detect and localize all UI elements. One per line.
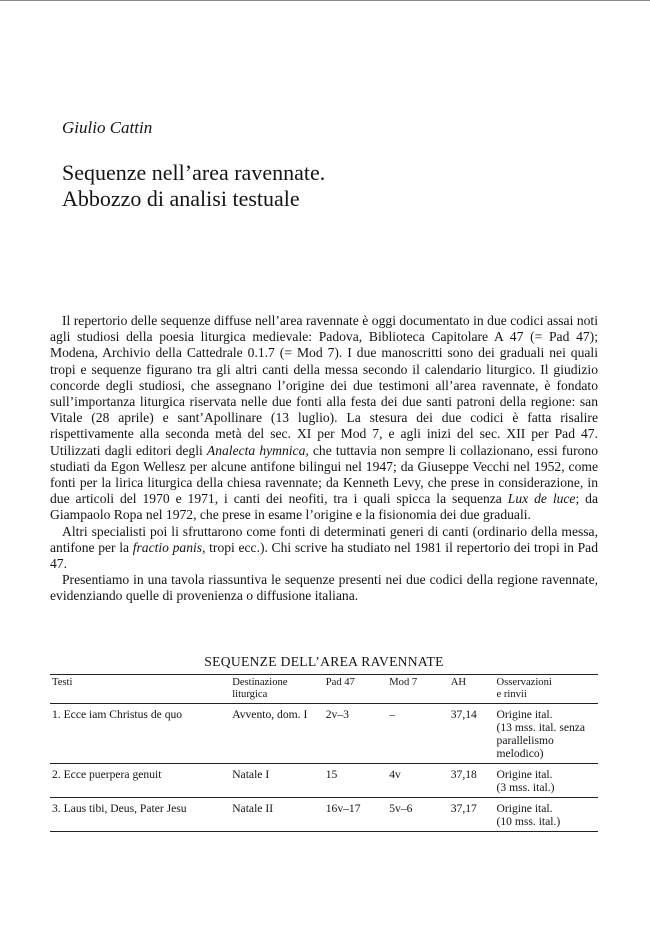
text-run: Altri specialisti poi li sfruttarono come fonti di determinati generi di canti (ordinario della messa, antifone per la (50, 523, 598, 555)
table-row (50, 798, 598, 832)
text-run: Presentiamo in una tavola riassuntiva le sequenze presenti nei due codici della regione ravennate, evidenziando quelle di provenienza o diffusione italiana. (50, 572, 598, 604)
cell-testo: 2. Ecce puerpera genuit (50, 764, 230, 798)
cell-osservazioni: Origine ital. (13 mss. ital. senza parallelismo melodico) (495, 704, 598, 764)
header-ah: AH (449, 675, 495, 704)
article-body (50, 313, 598, 605)
author-name: Giulio Cattin (62, 118, 153, 137)
table-caption: SEQUENZE DELL’AREA RAVENNATE (204, 654, 444, 669)
cell-pad47: 15 (324, 764, 388, 798)
text-run: Il repertorio delle sequenze diffuse nell’area ravennate è oggi documentato in due codici assai noti agli studiosi della poesia liturgica medievale: Padova, Biblioteca Capitolare A 47 (= Pad 47); Modena, Archivio della Cattedrale 0.1.7 (= Mod 7). I due manoscritti sono dei graduali nei quali tropi e sequenze figurano tra gli altri canti della messa secondo il calendario liturgico. Il giudizio concorde degli studiosi, che assegnano l’origine dei due testimoni all’area ravennate, è fondato sull’importanza liturgica riservata nelle due fonti alla festa dei due santi patroni della regione: san Vitale (28 aprile) e sant’Apollinare (13 luglio). La stesura dei due codici è fatta risalire rispettivamente alla seconda metà del sec. XI per Mod 7, e agli inizi del sec. XII per Pad 47. Utilizzati dagli editori degli (50, 313, 598, 458)
table-row (50, 764, 598, 798)
cell-mod7: – (387, 704, 449, 764)
text-run: , tropi ecc.). Chi scrive ha studiato nel 1981 il repertorio dei tropi in Pad 47. (50, 539, 599, 572)
table-header-row (50, 675, 598, 704)
cell-osservazioni: Origine ital. (10 mss. ital.) (495, 798, 598, 832)
header-mod7: Mod 7 (387, 675, 449, 704)
cell-destinazione: Avvento, dom. I (230, 704, 324, 764)
header-destinazione: Destinazione liturgica (230, 675, 324, 704)
top-rule (0, 0, 650, 1)
cell-testo: 3. Laus tibi, Deus, Pater Jesu (50, 798, 230, 832)
cell-ah: 37,17 (449, 798, 495, 832)
cell-mod7: 4v (387, 764, 449, 798)
cell-destinazione: Natale I (230, 764, 324, 798)
article-title (62, 160, 325, 212)
cell-testo: 1. Ecce iam Christus de quo (50, 704, 230, 764)
header-pad47: Pad 47 (324, 675, 388, 704)
cell-destinazione: Natale II (230, 798, 324, 832)
title-line-1: Sequenze nell’area ravennate. (62, 160, 326, 185)
cell-osservazioni: Origine ital. (3 mss. ital.) (495, 764, 598, 798)
text-run-italic: Analecta hymnica, (206, 442, 309, 458)
cell-pad47: 16v–17 (324, 798, 388, 832)
text-run: ; da Giampaolo Ropa nel 1972, che prese in esame l’origine e la fisionomia dei due graduali. (50, 491, 598, 523)
sequences-table (50, 674, 598, 832)
paragraph-1 (50, 313, 598, 524)
paragraph-3 (50, 572, 598, 604)
text-run-italic: fractio panis (132, 539, 203, 555)
title-line-2: Abbozzo di analisi testuale (62, 186, 300, 211)
text-run-italic: Lux de luce (507, 491, 576, 507)
paragraph-2 (50, 524, 598, 573)
header-osservazioni: Osservazioni e rinvii (495, 675, 598, 704)
header-testi: Testi (50, 675, 230, 704)
cell-ah: 37,14 (449, 704, 495, 764)
text-run: che tuttavia non sempre li collazionano, essi furono studiati da Egon Wellesz per alcune antifone bilingui nel 1947; da Giuseppe Vecchi nel 1952, come fonti per la lirica liturgica della chiesa ravennate; da Kenneth Levy, che prese in considerazione, in due articoli del 1970 e 1971, i canti dei neofiti, tra i quali spicca la sequenza (50, 442, 598, 507)
cell-mod7: 5v–6 (387, 798, 449, 832)
cell-pad47: 2v–3 (324, 704, 388, 764)
cell-ah: 37,18 (449, 764, 495, 798)
table-row (50, 704, 598, 764)
